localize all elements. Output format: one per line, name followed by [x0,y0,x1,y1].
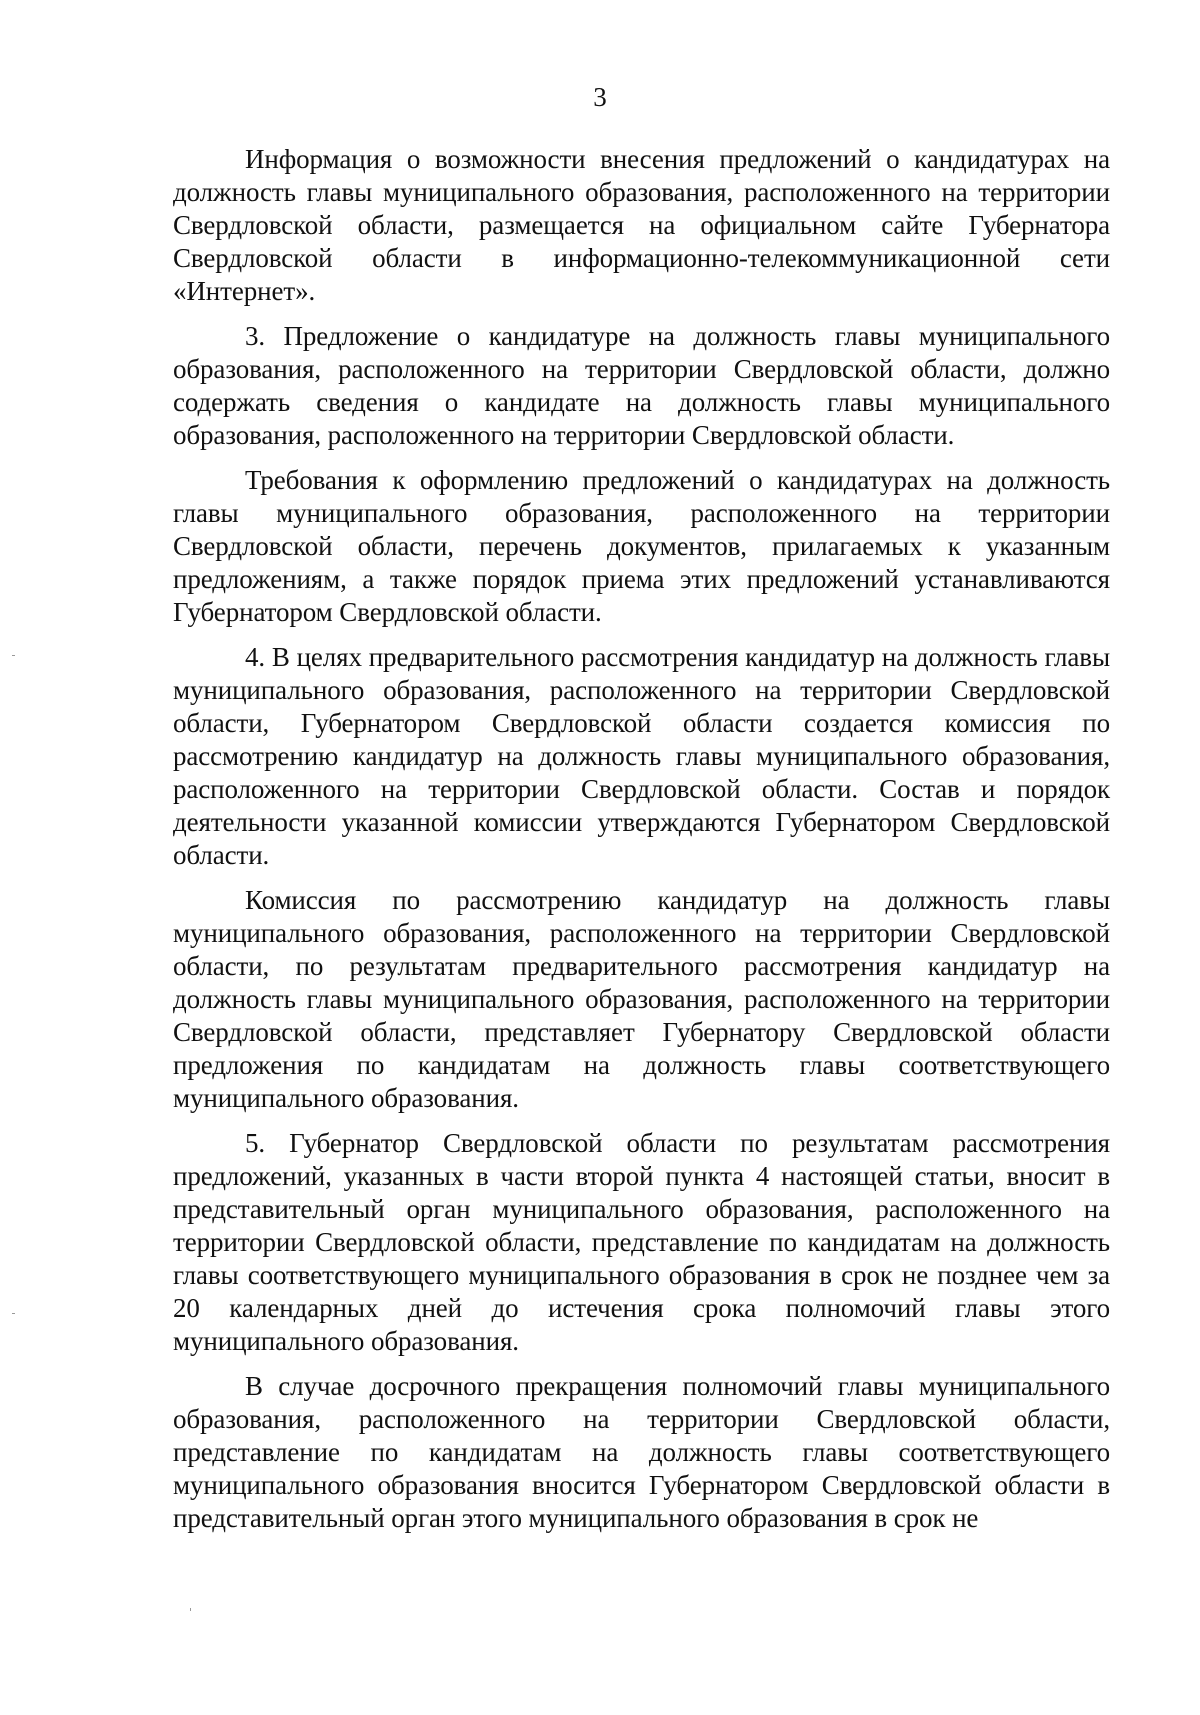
paragraph-commission: Комиссия по рассмотрению кандидатур на должность главы муниципального образования, расположенного на территории Свердловской области, по результатам предварительного рассмотрения кандидатур на должность главы муниципального образования, расположенного на территории Свердловской области, представляет Губернатору Свердловской области предложения по кандидатам на должность главы соответствующего муниципального образования. [173,885,1110,1113]
paragraph-item-3: 3. Предложение о кандидатуре на должность главы муниципального образования, расположенного на территории Свердловской области, должно содержать сведения о кандидате на должность главы муниципального образования, расположенного на территории Свердловской области. [173,321,1110,450]
paragraph-info-publication: Информация о возможности внесения предложений о кандидатурах на должность главы муниципального образования, расположенного на территории Свердловской области, размещается на официальном сайте Губернатора Свердловской области в информационно-телекоммуникационной сети «Интернет». [173,144,1110,306]
paragraph-requirements: Требования к оформлению предложений о кандидатурах на должность главы муниципального образования, расположенного на территории Свердловской области, перечень документов, прилагаемых к указанным предложениям, а также порядок приема этих предложений устанавливаются Губернатором Свердловской области. [173,465,1110,627]
scan-mark [190,1608,191,1611]
document-body [173,143,1110,1547]
paragraph-early-termination: В случае досрочного прекращения полномочий главы муниципального образования, расположенного на территории Свердловской области, представление по кандидатам на должность главы соответствующего муниципального образования вносится Губернатором Свердловской области в представительный орган этого муниципального образования в срок не [173,1371,1110,1533]
paragraph-item-5: 5. Губернатор Свердловской области по результатам рассмотрения предложений, указанных в части второй пункта 4 настоящей статьи, вносит в представительный орган муниципального образования, расположенного на территории Свердловской области, представление по кандидатам на должность главы соответствующего муниципального образования в срок не позднее чем за 20 календарных дней до истечения срока полномочий главы этого муниципального образования. [173,1128,1110,1356]
page-number: 3 [593,82,607,112]
scan-mark [12,655,15,656]
paragraph-item-4: 4. В целях предварительного рассмотрения кандидатур на должность главы муниципального образования, расположенного на территории Свердловской области, Губернатором Свердловской области создается комиссия по рассмотрению кандидатур на должность главы муниципального образования, расположенного на территории Свердловской области. Состав и порядок деятельности указанной комиссии утверждаются Губернатором Свердловской области. [173,642,1110,870]
scan-mark [12,1313,15,1314]
